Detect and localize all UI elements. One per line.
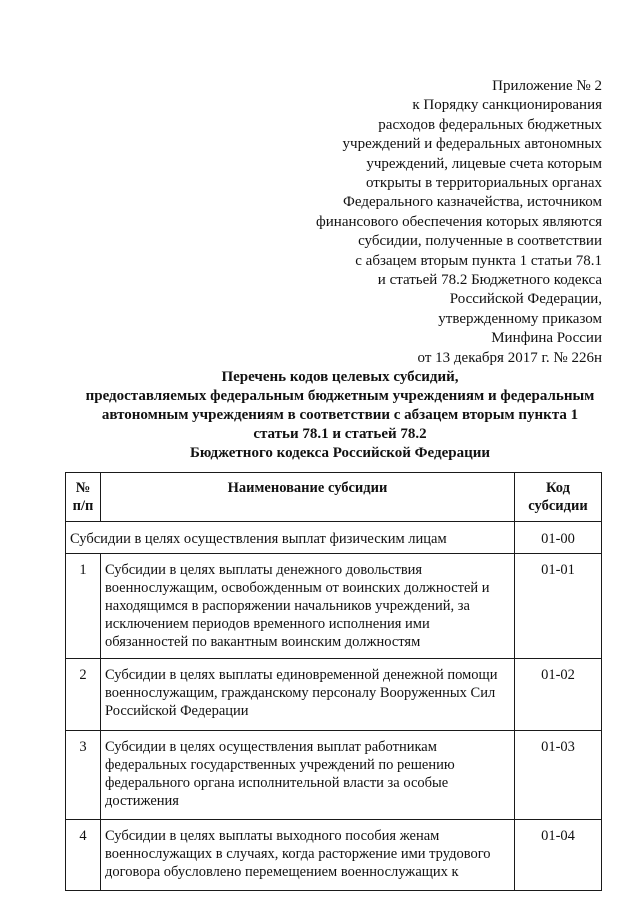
appendix-line: к Порядку санкционирования bbox=[412, 97, 602, 114]
table-row bbox=[66, 820, 602, 891]
appendix-line: Российской Федерации, bbox=[449, 291, 602, 308]
row-code: 01-01 bbox=[515, 554, 602, 659]
subsidy-codes-table bbox=[65, 472, 602, 891]
appendix-note bbox=[272, 77, 602, 368]
row-name-line: федерального органа исполнительной власти за особые bbox=[105, 775, 449, 791]
appendix-line: от 13 декабря 2017 г. № 226н bbox=[417, 349, 602, 366]
row-name bbox=[101, 820, 515, 891]
row-name bbox=[101, 731, 515, 820]
appendix-line: Федерального казначейства, источником bbox=[343, 194, 602, 211]
table-row bbox=[66, 731, 602, 820]
row-name-line: федеральных государственных учреждений по решению bbox=[105, 757, 455, 773]
appendix-line: учреждений и федеральных автономных bbox=[342, 136, 602, 153]
row-name-line: военнослужащих в случаях, когда расторжение ими трудового bbox=[105, 846, 491, 862]
header-number bbox=[66, 473, 101, 522]
row-code: 01-04 bbox=[515, 820, 602, 891]
title-line: Перечень кодов целевых субсидий, bbox=[221, 369, 459, 385]
appendix-line: открыты в территориальных органах bbox=[365, 175, 602, 192]
row-name bbox=[101, 554, 515, 659]
header-number-line1: № bbox=[75, 480, 91, 496]
appendix-line: с абзацем вторым пункта 1 статьи 78.1 bbox=[355, 252, 602, 269]
row-name-line: исключением периодов временного исполнения ими bbox=[105, 616, 430, 632]
appendix-line: учреждений, лицевые счета которым bbox=[366, 155, 602, 172]
title-line: статьи 78.1 и статьей 78.2 bbox=[253, 426, 427, 442]
row-name-line: находящимся в распоряжении начальников учреждений, за bbox=[105, 598, 470, 614]
row-name-line: Российской Федерации bbox=[105, 703, 249, 719]
row-name-line: Субсидии в целях выплаты единовременной денежной помощи bbox=[105, 667, 498, 683]
appendix-line: субсидии, полученные в соответствии bbox=[358, 233, 602, 250]
header-code-line2: субсидии bbox=[528, 498, 588, 514]
row-name-line: Субсидии в целях выплаты выходного пособия женам bbox=[105, 828, 440, 844]
appendix-line: Минфина России bbox=[491, 330, 602, 347]
row-name-line: Субсидии в целях выплаты денежного довольствия bbox=[105, 562, 423, 578]
header-name: Наименование субсидии bbox=[101, 473, 515, 522]
row-name-line: военнослужащим, освобожденным от воинских должностей и bbox=[105, 580, 490, 596]
row-number: 4 bbox=[66, 820, 101, 891]
appendix-line: финансового обеспечения которых являются bbox=[316, 213, 602, 230]
table-row bbox=[66, 659, 602, 731]
section-row bbox=[66, 522, 602, 554]
appendix-line: утвержденному приказом bbox=[438, 310, 602, 327]
title-line: предоставляемых федеральным бюджетным учреждениям и федеральным bbox=[85, 388, 595, 404]
appendix-line: Приложение № 2 bbox=[492, 78, 602, 94]
row-number: 1 bbox=[66, 554, 101, 659]
row-code: 01-02 bbox=[515, 659, 602, 731]
row-number: 3 bbox=[66, 731, 101, 820]
table-row bbox=[66, 554, 602, 659]
section-code: 01-00 bbox=[515, 522, 602, 554]
title-line: Бюджетного кодекса Российской Федерации bbox=[189, 445, 490, 461]
table-header-row bbox=[66, 473, 602, 522]
row-code: 01-03 bbox=[515, 731, 602, 820]
row-name-line: достижения bbox=[105, 793, 179, 809]
title-line: автономным учреждениям в соответствии с абзацем вторым пункта 1 bbox=[101, 407, 579, 423]
section-name: Субсидии в целях осуществления выплат физическим лицам bbox=[66, 522, 515, 554]
row-number: 2 bbox=[66, 659, 101, 731]
appendix-line: расходов федеральных бюджетных bbox=[378, 116, 602, 133]
row-name-line: обязанностей по вакантным воинским должностям bbox=[105, 634, 421, 650]
row-name-line: военнослужащим, гражданскому персоналу Вооруженных Сил bbox=[105, 685, 496, 701]
row-name-line: Субсидии в целях осуществления выплат работникам bbox=[105, 739, 437, 755]
appendix-line: и статьей 78.2 Бюджетного кодекса bbox=[377, 272, 602, 289]
document-title bbox=[40, 368, 640, 463]
row-name-line: договора обусловлено перемещением военнослужащих к bbox=[105, 864, 459, 880]
header-number-line2: п/п bbox=[72, 498, 94, 514]
row-name bbox=[101, 659, 515, 731]
header-code-line1: Код bbox=[546, 480, 570, 496]
header-code bbox=[515, 473, 602, 522]
